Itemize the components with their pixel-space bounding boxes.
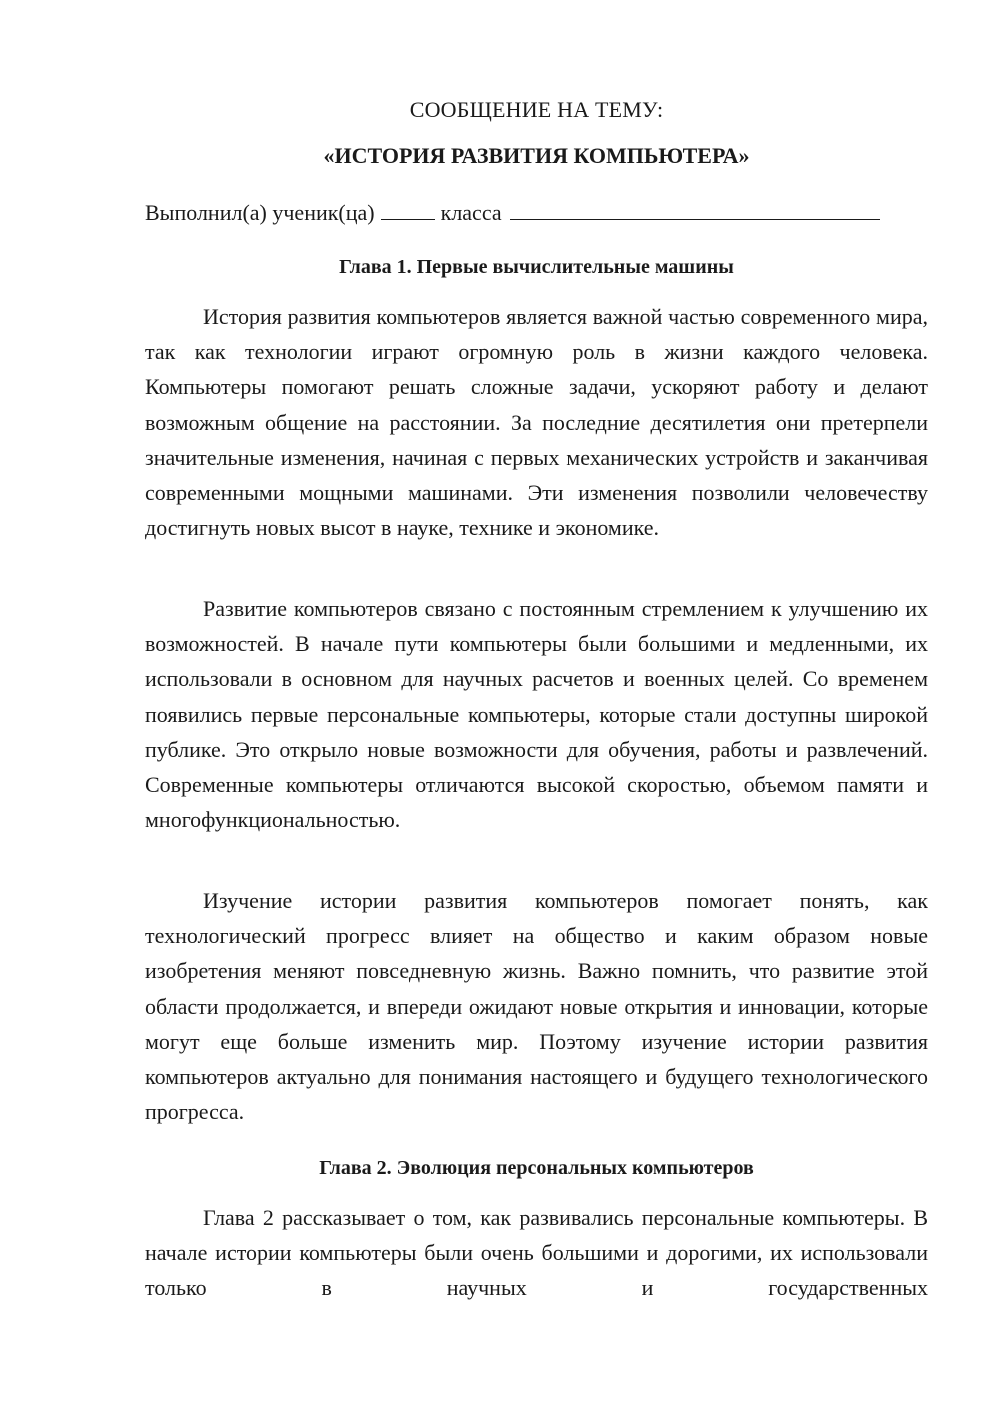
- document-title-line-1: СООБЩЕНИЕ НА ТЕМУ:: [409, 97, 664, 122]
- class-word: класса: [440, 200, 502, 225]
- chapter-1-paragraph-3: Изучение истории развития компьютеров помогает понять, как технологический прогресс влияет на общество и каким образом новые изобретения меняют повседневную жизнь. Важно помнить, что развитие этой области продолжается, и впереди ожидают новые открытия и инновации, которые могут еще больше изменить мир. Поэтому изучение истории развития компьютеров актуально для понимания настоящего и будущего технологического прогресса.: [145, 888, 928, 1125]
- chapter-2-heading: Глава 2. Эволюция персональных компьютеров: [319, 1157, 754, 1179]
- chapter-1-paragraph-2: Развитие компьютеров связано с постоянным стремлением к улучшению их возможностей. В начале пути компьютеры были большими и медленными, их использовали в основном для научных расчетов и военных целей. Со временем появились первые персональные компьютеры, которые стали доступны широкой публике. Это открыло новые возможности для обучения, работы и развлечений. Современные компьютеры отличаются высокой скоростью, объемом памяти и многофункциональностью.: [145, 596, 928, 833]
- chapter-1-heading: Глава 1. Первые вычислительные машины: [339, 256, 734, 278]
- chapter-2-paragraph-1: Глава 2 рассказывает о том, как развивались персональные компьютеры. В начале истории компьютеры были очень большими и дорогими, их использовали только в научных и государственных: [145, 1205, 928, 1301]
- author-prefix: Выполнил(а) ученик(ца): [145, 200, 375, 225]
- author-line: [145, 197, 928, 228]
- class-number-blank: [381, 197, 435, 220]
- document-title-line-2: «ИСТОРИЯ РАЗВИТИЯ КОМПЬЮТЕРА»: [323, 143, 750, 168]
- author-name-blank: [510, 197, 880, 220]
- chapter-1-paragraph-1: История развития компьютеров является важной частью современного мира, так как технологии играют огромную роль в жизни каждого человека. Компьютеры помогают решать сложные задачи, ускоряют работу и делают возможным общение на расстоянии. За последние десятилетия они претерпели значительные изменения, начиная с первых механических устройств и заканчивая современными мощными машинами. Эти изменения позволили человечеству достигнуть новых высот в науке, технике и экономике.: [145, 304, 928, 541]
